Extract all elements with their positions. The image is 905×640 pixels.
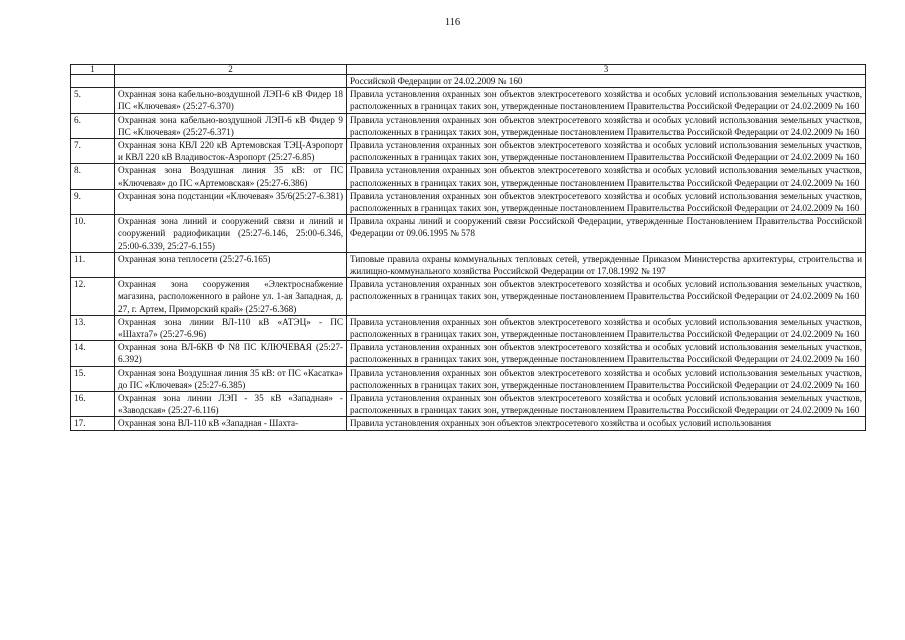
table-row bbox=[71, 417, 866, 430]
zone-name-cell: Охранная зона кабельно-воздушной ЛЭП-6 кВ Фидер 9 ПС «Ключевая» (25:27-6.371) bbox=[115, 113, 347, 138]
zone-name-cell: Охранная зона кабельно-воздушной ЛЭП-6 кВ Фидер 18 ПС «Ключевая» (25:27-6.370) bbox=[115, 88, 347, 113]
zone-name-cell: Охранная зона линии ЛЭП - 35 кВ «Западная» - «Заводская» (25:27-6.116) bbox=[115, 392, 347, 417]
zone-name-cell: Охранная зона ВЛ-110 кВ «Западная - Шахта- bbox=[115, 417, 347, 430]
legal-basis-cell: Правила установления охранных зон объектов электросетевого хозяйства и особых условий использования земельных участков, расположенных в границах таких зон, утвержденные постановлением Правительства Российской Федерации от 24.02.2009 № 160 bbox=[347, 88, 866, 113]
legal-basis-cell: Правила установления охранных зон объектов электросетевого хозяйства и особых условий использования земельных участков, расположенных в границах таких зон, утвержденные постановлением Правительства Российской Федерации от 24.02.2009 № 160 bbox=[347, 139, 866, 164]
zones-table bbox=[70, 64, 866, 431]
legal-basis-cell: Правила установления охранных зон объектов электросетевого хозяйства и особых условий использования земельных участков, расположенных в границах таких зон, утвержденные постановлением Правительства Российской Федерации от 24.02.2009 № 160 bbox=[347, 366, 866, 391]
table-row bbox=[71, 189, 866, 214]
zone-name-cell bbox=[115, 75, 347, 88]
zone-name-cell: Охранная зона Воздушная линия 35 кВ: от ПС «Касатка» до ПС «Ключевая» (25:27-6.385) bbox=[115, 366, 347, 391]
zone-name-cell: Охранная зона Воздушная линия 35 кВ: от ПС «Ключевая» до ПС «Артемовская» (25:27-6.386) bbox=[115, 164, 347, 189]
row-number-cell: 15. bbox=[71, 366, 115, 391]
legal-basis-cell: Типовые правила охраны коммунальных тепловых сетей, утвержденные Приказом Министерства архитектуры, строительства и жилищно-коммунального хозяйства Российской Федерации от 17.08.1992 № 197 bbox=[347, 252, 866, 277]
legal-basis-cell: Правила установления охранных зон объектов электросетевого хозяйства и особых условий использования земельных участков, расположенных в границах таких зон, утвержденные постановлением Правительства Российской Федерации от 24.02.2009 № 160 bbox=[347, 278, 866, 316]
table-row bbox=[71, 113, 866, 138]
table-row bbox=[71, 139, 866, 164]
zone-name-cell: Охранная зона ВЛ-6КВ Ф N8 ПС КЛЮЧЕВАЯ (25:27-6.392) bbox=[115, 341, 347, 366]
table-row bbox=[71, 315, 866, 340]
table-row bbox=[71, 252, 866, 277]
table-row bbox=[71, 278, 866, 316]
zone-name-cell: Охранная зона подстанции «Ключевая» 35/6(25:27-6.381) bbox=[115, 189, 347, 214]
table-row bbox=[71, 366, 866, 391]
row-number-cell: 8. bbox=[71, 164, 115, 189]
row-number-cell: 7. bbox=[71, 139, 115, 164]
legal-basis-cell: Правила установления охранных зон объектов электросетевого хозяйства и особых условий использования земельных участков, расположенных в границах таких зон, утвержденные постановлением Правительства Российской Федерации от 24.02.2009 № 160 bbox=[347, 164, 866, 189]
row-number-cell: 17. bbox=[71, 417, 115, 430]
row-number-cell: 5. bbox=[71, 88, 115, 113]
legal-basis-cell: Правила установления охранных зон объектов электросетевого хозяйства и особых условий использования земельных участков, расположенных в границах таких зон, утвержденные постановлением Правительства Российской Федерации от 24.02.2009 № 160 bbox=[347, 189, 866, 214]
page-number: 116 bbox=[444, 17, 461, 28]
zone-name-cell: Охранная зона линии ВЛ-110 кВ «АТЭЦ» - ПС «Шахта7» (25:27-6.96) bbox=[115, 315, 347, 340]
table-row bbox=[71, 392, 866, 417]
column-number-header-row bbox=[71, 65, 866, 75]
legal-basis-cell: Правила охраны линий и сооружений связи Российской Федерации, утвержденные Постановлением Правительства Российской Федерации от 09.06.1995 № 578 bbox=[347, 215, 866, 253]
row-number-cell: 9. bbox=[71, 189, 115, 214]
legal-basis-cell: Правила установления охранных зон объектов электросетевого хозяйства и особых условий использования земельных участков, расположенных в границах таких зон, утвержденные постановлением Правительства Российской Федерации от 24.02.2009 № 160 bbox=[347, 113, 866, 138]
legal-basis-cell: Правила установления охранных зон объектов электросетевого хозяйства и особых условий использования земельных участков, расположенных в границах таких зон, утвержденные постановлением Правительства Российской Федерации от 24.02.2009 № 160 bbox=[347, 341, 866, 366]
table-row bbox=[71, 164, 866, 189]
table-row bbox=[71, 88, 866, 113]
row-number-cell: 10. bbox=[71, 215, 115, 253]
table-body bbox=[71, 65, 866, 431]
row-number-cell: 11. bbox=[71, 252, 115, 277]
zone-name-cell: Охранная зона сооружения «Электроснабжение магазина, расположенного в районе ул. 1-ая Западная, д. 27, г. Артем, Приморский край» (25:27-6.368) bbox=[115, 278, 347, 316]
column-number-1: 1 bbox=[71, 65, 115, 75]
row-number-cell: 14. bbox=[71, 341, 115, 366]
zone-name-cell: Охранная зона теплосети (25:27-6.165) bbox=[115, 252, 347, 277]
legal-basis-cell: Правила установления охранных зон объектов электросетевого хозяйства и особых условий использования земельных участков, расположенных в границах таких зон, утвержденные постановлением Правительства Российской Федерации от 24.02.2009 № 160 bbox=[347, 392, 866, 417]
continuation-row bbox=[71, 75, 866, 88]
column-number-3: 3 bbox=[347, 65, 866, 75]
zone-name-cell: Охранная зона КВЛ 220 кВ Артемовская ТЭЦ-Аэропорт и КВЛ 220 кВ Владивосток-Аэропорт (25:27-6.85) bbox=[115, 139, 347, 164]
column-number-2: 2 bbox=[115, 65, 347, 75]
row-number-cell: 12. bbox=[71, 278, 115, 316]
table-row bbox=[71, 341, 866, 366]
table-row bbox=[71, 215, 866, 253]
row-number-cell: 16. bbox=[71, 392, 115, 417]
row-number-cell: 6. bbox=[71, 113, 115, 138]
legal-basis-cell: Правила установления охранных зон объектов электросетевого хозяйства и особых условий использования bbox=[347, 417, 866, 430]
row-number-cell: 13. bbox=[71, 315, 115, 340]
legal-basis-cell: Российской Федерации от 24.02.2009 № 160 bbox=[347, 75, 866, 88]
zone-name-cell: Охранная зона линий и сооружений связи и линий и сооружений радиофикации (25:27-6.146, 25:00-6.346, 25:00-6.339, 25:27-6.155) bbox=[115, 215, 347, 253]
legal-basis-cell: Правила установления охранных зон объектов электросетевого хозяйства и особых условий использования земельных участков, расположенных в границах таких зон, утвержденные постановлением Правительства Российской Федерации от 24.02.2009 № 160 bbox=[347, 315, 866, 340]
row-number-cell bbox=[71, 75, 115, 88]
